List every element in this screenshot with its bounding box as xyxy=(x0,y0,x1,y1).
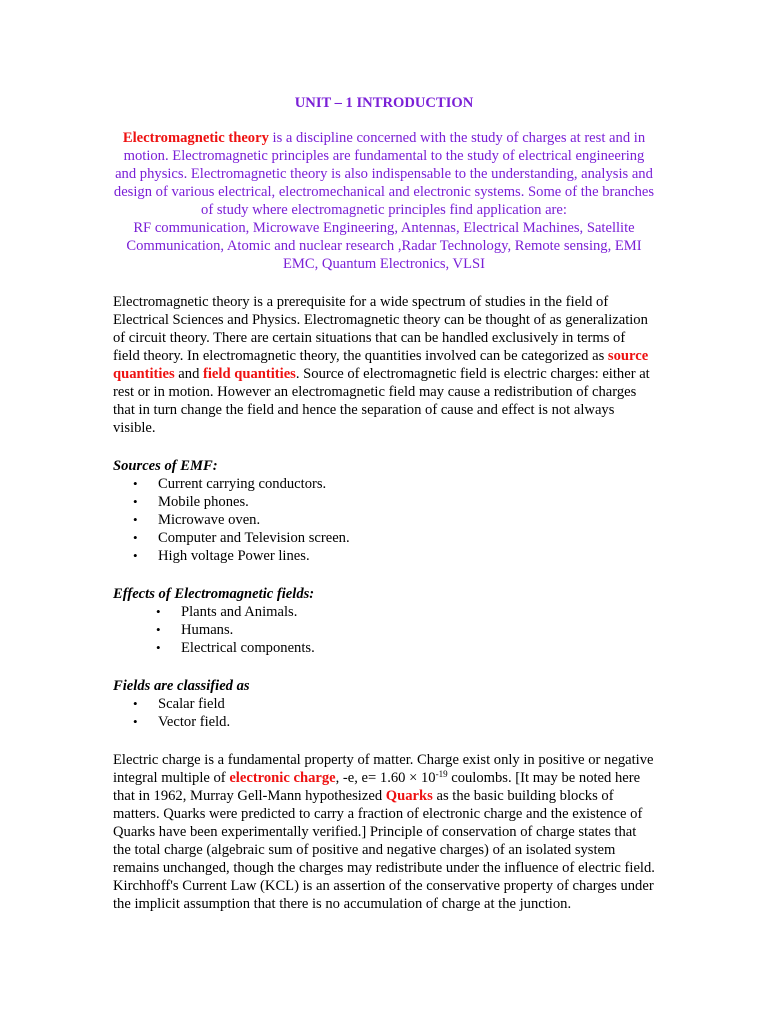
list-item xyxy=(113,475,655,493)
intro-applications: RF communication, Microwave Engineering, Antennas, Electrical Machines, Satellite Communication, Atomic and nuclear research ,Radar Technology, Remote sensing, EMI EMC, Quantum Electronics, VLSI xyxy=(126,220,642,272)
effects-list xyxy=(113,603,655,657)
bullet-icon: • xyxy=(133,476,138,491)
para1-text-a: Electromagnetic theory is a prerequisite for a wide spectrum of studies in the field of Electrical Sciences and Physics. Electromagnetic theory can be thought of as generalization of circuit theory. There are certain situations that can be handled exclusively in terms of field theory. In electromagnetic theory, the quantities involved can be categorized as xyxy=(113,294,648,364)
fields-heading: Fields are classified as xyxy=(113,678,250,694)
fields-list xyxy=(113,695,655,731)
bullet-icon: • xyxy=(133,494,138,509)
intro-text: is a discipline concerned with the study of charges at rest and in motion. Electromagnetic principles are fundamental to the study of electrical engineering and physics. Electromagnetic theory is also indispensable to the understanding, analysis and design of various electrical, electromechanical and electronic systems. Some of the branches of study where electromagnetic principles find application are: xyxy=(113,130,655,218)
list-item-text: Computer and Television screen. xyxy=(158,530,350,546)
sources-list xyxy=(113,475,655,565)
bullet-icon: • xyxy=(133,530,138,545)
bullet-icon: • xyxy=(156,640,161,655)
list-item xyxy=(113,695,655,713)
field-quantities-term: field quantities xyxy=(203,366,296,382)
list-item-text: Vector field. xyxy=(158,714,231,730)
list-item-text: Current carrying conductors. xyxy=(158,476,327,492)
sources-heading: Sources of EMF: xyxy=(113,458,218,474)
quarks-term: Quarks xyxy=(385,788,433,804)
document-content xyxy=(113,94,655,913)
electronic-charge-term: electronic charge xyxy=(229,770,336,786)
list-item xyxy=(113,621,655,639)
intro-paragraph xyxy=(113,129,655,273)
bullet-icon: • xyxy=(133,696,138,711)
para2-text-f: as the basic building blocks of matters. Quarks were predicted to carry a fraction of electronic charge and the existence of Quarks have been experimentally verified.] Principle of conservation of charge states that the total charge (algebraic sum of positive and negative charges) of an isolated system remains unchanged, though the charges may redistribute under the influence of electric field. Kirchhoff's Current Law (KCL) is an assertion of the conservative property of charges under the implicit assumption that there is no accumulation of charge at the junction. xyxy=(113,788,655,912)
list-item-text: Humans. xyxy=(181,622,234,638)
bullet-icon: • xyxy=(133,548,138,563)
bullet-icon: • xyxy=(133,714,138,729)
source-quantities-term: source quantities xyxy=(113,348,649,382)
list-item-text: Electrical components. xyxy=(181,640,315,656)
list-item-text: Mobile phones. xyxy=(158,494,249,510)
page-title: UNIT – 1 INTRODUCTION xyxy=(294,95,474,111)
para1-text-c: and xyxy=(174,366,204,382)
bullet-icon: • xyxy=(156,622,161,637)
para2-text-c: , -e, e= 1.60 × 10 xyxy=(335,770,436,786)
list-item-text: Microwave oven. xyxy=(158,512,261,528)
paragraph-electric-charge xyxy=(113,751,655,913)
paragraph-field-theory xyxy=(113,293,655,437)
list-item xyxy=(113,713,655,731)
list-item-text: Plants and Animals. xyxy=(181,604,298,620)
para2-text-d: coulombs. [It may be noted here that in 1962, Murray Gell-Mann hypothesized xyxy=(113,770,641,804)
list-item xyxy=(113,603,655,621)
list-item-text: Scalar field xyxy=(158,696,225,712)
list-item xyxy=(113,639,655,657)
list-item xyxy=(113,529,655,547)
intro-term: Electromagnetic theory xyxy=(122,130,269,146)
list-item xyxy=(113,547,655,565)
bullet-icon: • xyxy=(133,512,138,527)
list-item xyxy=(113,493,655,511)
bullet-icon: • xyxy=(156,604,161,619)
effects-heading: Effects of Electromagnetic fields: xyxy=(113,586,315,602)
para2-text-a: Electric charge is a fundamental property of matter. Charge exist only in positive or negative integral multiple of xyxy=(113,752,654,786)
list-item-text: High voltage Power lines. xyxy=(158,548,310,564)
para1-text-e: . Source of electromagnetic field is electric charges: either at rest or in motion. However an electromagnetic field may cause a redistribution of charges that in turn change the field and hence the separation of cause and effect is not always visible. xyxy=(113,366,650,436)
list-item xyxy=(113,511,655,529)
exponent: -19 xyxy=(435,769,448,779)
